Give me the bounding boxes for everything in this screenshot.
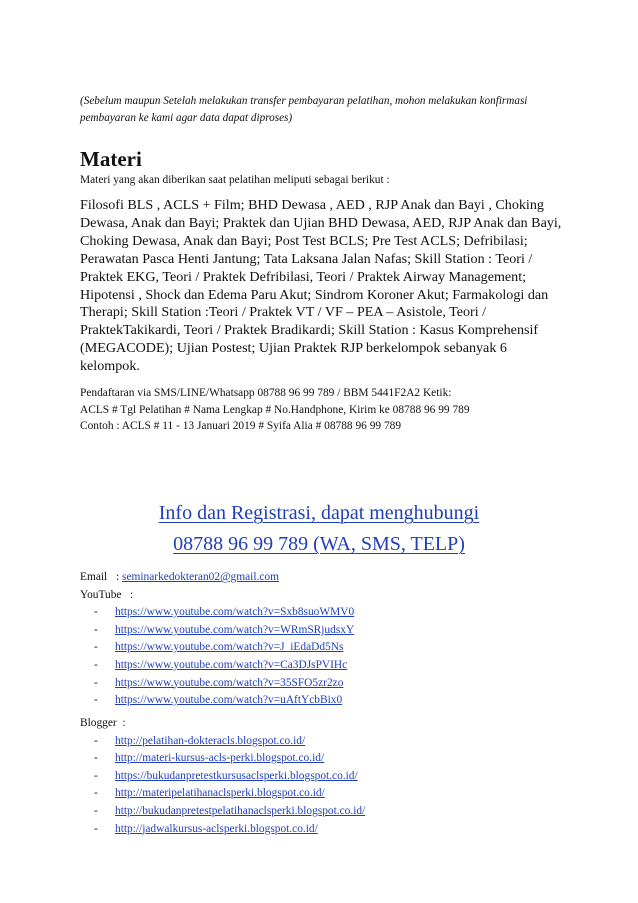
dash-bullet: - bbox=[94, 769, 98, 782]
registration-line: Pendaftaran via SMS/LINE/Whatsapp 08788 96 99 789 / BBM 5441F2A2 Ketik: bbox=[80, 387, 452, 399]
blogger-link[interactable]: http://pelatihan-dokteracls.blogspot.co.id/ bbox=[115, 734, 306, 747]
list-item bbox=[80, 821, 580, 839]
info-registration-banner[interactable] bbox=[80, 498, 558, 560]
dash-bullet: - bbox=[94, 734, 98, 747]
youtube-label: YouTube : bbox=[80, 588, 134, 601]
dash-bullet: - bbox=[94, 623, 98, 636]
list-item bbox=[80, 675, 580, 693]
blogger-label: Blogger : bbox=[80, 717, 126, 729]
blogger-link[interactable]: https://bukudanpretestkursusaclsperki.blogspot.co.id/ bbox=[115, 769, 358, 782]
list-item bbox=[80, 733, 580, 751]
dash-bullet: - bbox=[94, 658, 98, 671]
email-separator: : bbox=[116, 571, 123, 583]
list-item bbox=[80, 785, 580, 803]
email-label: Email bbox=[80, 571, 108, 583]
info-title[interactable]: Info dan Registrasi, dapat menghubungi bbox=[158, 502, 480, 524]
materi-intro: Materi yang akan diberikan saat pelatihan meliputi sebagai berikut : bbox=[80, 174, 390, 186]
blogger-link[interactable]: http://jadwalkursus-aclsperki.blogspot.co.id/ bbox=[115, 822, 318, 835]
list-item bbox=[80, 803, 580, 821]
email-row bbox=[80, 569, 580, 587]
dash-bullet: - bbox=[94, 752, 98, 765]
dash-bullet: - bbox=[94, 694, 98, 707]
materi-content: Filosofi BLS , ACLS + Film; BHD Dewasa , AED , RJP Anak dan Bayi , Choking Dewasa, Anak dan Bayi; Praktek dan Ujian BHD Dewasa, AED, RJP Anak dan Bayi, Choking Dewasa, Anak dan Bayi; Post Test BCLS; Pre Test ACLS; Defribilasi; Perawatan Pasca Henti Jantung; Tata Laksana Jalan Nafas; Skill Station : Teori / Praktek EKG, Teori / Praktek Defribilasi, Teori / Praktek Airway Management; Hipotensi , Shock dan Edema Paru Akut; Sindrom Koroner Akut; Farmakologi dan Therapi; Skill Station :Teori / Praktek VT / VF – PEA – Asistole, Teori / PraktekTakikardi, Teori / Praktek Bradikardi; Skill Station : Kasus Komprehensif (MEGACODE); Ujian Postest; Ujian Praktek RJP berkelompok sebanyak 6 kelompok. bbox=[80, 197, 562, 375]
blogger-link[interactable]: http://materi-kursus-acls-perki.blogspot.co.id/ bbox=[115, 752, 325, 765]
registration-format: ACLS # Tgl Pelatihan # Nama Lengkap # No.Handphone, Kirim ke 08788 96 99 789 bbox=[80, 403, 470, 416]
registration-instructions bbox=[80, 385, 570, 435]
dash-bullet: - bbox=[94, 804, 98, 817]
list-item bbox=[80, 639, 580, 657]
payment-confirmation-note: (Sebelum maupun Setelah melakukan transfer pembayaran pelatihan, mohon melakukan konfirmasi pembayaran ke kami agar data dapat diproses) bbox=[80, 95, 528, 124]
youtube-link[interactable]: https://www.youtube.com/watch?v=J_iEdaDd5Ns bbox=[115, 641, 344, 654]
list-item bbox=[80, 750, 580, 768]
contact-section bbox=[80, 569, 580, 710]
dash-bullet: - bbox=[94, 676, 98, 689]
list-item bbox=[80, 692, 580, 710]
youtube-link[interactable]: https://www.youtube.com/watch?v=35SFO5zr2zo bbox=[115, 676, 344, 689]
dash-bullet: - bbox=[94, 822, 98, 835]
blogger-section bbox=[80, 715, 580, 838]
materi-heading: Materi bbox=[80, 147, 142, 171]
blogger-link[interactable]: http://bukudanpretestpelatihanaclsperki.blogspot.co.id/ bbox=[115, 804, 366, 817]
dash-bullet: - bbox=[94, 787, 98, 800]
dash-bullet: - bbox=[94, 641, 98, 654]
youtube-link[interactable]: https://www.youtube.com/watch?v=Sxb8suoWMV0 bbox=[115, 606, 355, 619]
dash-bullet: - bbox=[94, 606, 98, 619]
list-item bbox=[80, 622, 580, 640]
youtube-link[interactable]: https://www.youtube.com/watch?v=Ca3DJsPVIHc bbox=[115, 658, 348, 671]
info-phone[interactable]: 08788 96 99 789 (WA, SMS, TELP) bbox=[173, 533, 465, 555]
email-link[interactable]: seminarkedokteran02@gmail.com bbox=[122, 571, 279, 583]
list-item bbox=[80, 657, 580, 675]
list-item bbox=[80, 604, 580, 622]
blogger-link-list bbox=[80, 733, 580, 839]
youtube-link-list bbox=[80, 604, 580, 710]
youtube-link[interactable]: https://www.youtube.com/watch?v=WRmSRjudsxY bbox=[115, 623, 355, 636]
list-item bbox=[80, 768, 580, 786]
registration-example: Contoh : ACLS # 11 - 13 Januari 2019 # Syifa Alia # 08788 96 99 789 bbox=[80, 420, 402, 432]
blogger-link[interactable]: http://materipelatihanaclsperki.blogspot.co.id/ bbox=[115, 787, 325, 800]
youtube-link[interactable]: https://www.youtube.com/watch?v=uAftYcbBix0 bbox=[115, 694, 343, 707]
